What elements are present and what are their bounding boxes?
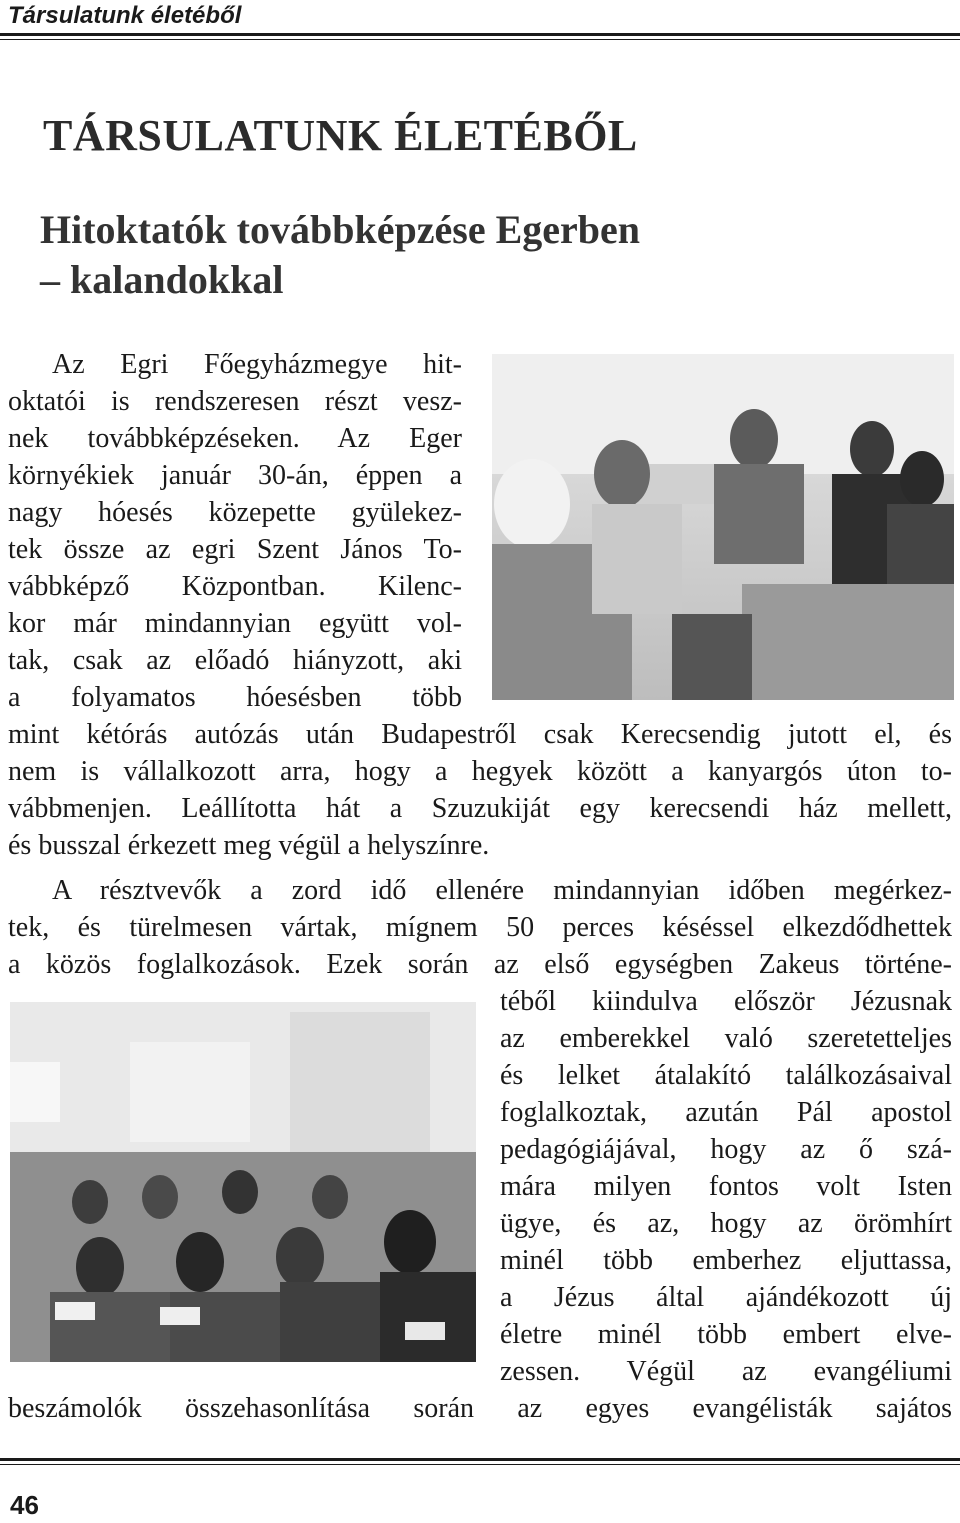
photo-small-group	[492, 354, 954, 700]
text-line: vábbképző Központban. Kilenc-	[8, 571, 462, 602]
text-line: vábbmenjen. Leállította hát a Szuzukiját egy kerecsendi ház mellett,	[8, 793, 952, 824]
text-line: mára milyen fontos volt Isten	[500, 1171, 952, 1202]
article-subtitle	[40, 205, 640, 305]
paragraph-2-final	[8, 1390, 952, 1427]
text-line: ügye, és az, hogy az örömhírt	[500, 1208, 952, 1239]
text-line: beszámolók összehasonlítása során az egyes evangélisták sajátos	[8, 1393, 952, 1424]
text-line: tek össze az egri Szent János To-	[8, 534, 462, 565]
text-line: tak, csak az előadó hiányzott, aki	[8, 645, 462, 676]
text-line: a folyamatos hóesésben több	[8, 682, 462, 713]
photo-classroom-image	[10, 1002, 476, 1362]
paragraph-2-full	[8, 872, 952, 983]
text-line: pedagógiájával, hogy az ő szá-	[500, 1134, 952, 1165]
photo-classroom	[10, 1002, 476, 1362]
text-line: foglalkoztak, azután Pál apostol	[500, 1097, 952, 1128]
text-line: A résztvevők a zord idő ellenére mindannyian időben megérkez-	[52, 875, 952, 906]
text-line: és lelket átalakító találkozásaival	[500, 1060, 952, 1091]
text-line: az emberekkel való szeretetteljes	[500, 1023, 952, 1054]
text-line: nagy hóesés közepette gyülekez-	[8, 497, 462, 528]
footer-rule-thick	[0, 1458, 960, 1461]
text-line: zessen. Végül az evangéliumi	[500, 1356, 952, 1387]
paragraph-1-wrap	[8, 346, 462, 716]
subtitle-line-1: Hitoktatók továbbképzése Egerben	[40, 207, 640, 252]
text-line: téből kiindulva először Jézusnak	[500, 986, 952, 1017]
page-number: 46	[10, 1490, 39, 1520]
text-line: a közös foglalkozások. Ezek során az első egységben Zakeus történe-	[8, 949, 952, 980]
text-line: tek, és türelmesen vártak, mígnem 50 perces késéssel elkezdődhettek	[8, 912, 952, 943]
paragraph-1-full	[8, 716, 952, 864]
text-line: és busszal érkezett meg végül a helyszínre.	[8, 830, 490, 861]
section-title: TÁRSULATUNK ÉLETÉBŐL	[43, 111, 638, 160]
running-header-title: Társulatunk életéből	[8, 2, 242, 29]
text-line: a Jézus által ajándékozott új	[500, 1282, 952, 1313]
text-line: Az Egri Főegyházmegye hit-	[52, 349, 462, 380]
text-line: mint kétórás autózás után Budapestről csak Kerecsendig jutott el, és	[8, 719, 952, 750]
text-line: oktatói is rendszeresen részt vesz-	[8, 386, 462, 417]
text-line: minél több emberhez eljuttassa,	[500, 1245, 952, 1276]
text-line: nek továbbképzéseken. Az Eger	[8, 423, 462, 454]
subtitle-line-2: – kalandokkal	[40, 257, 284, 302]
header-rule-thin	[0, 39, 960, 40]
text-line: kor már mindannyian együtt vol-	[8, 608, 462, 639]
footer-rule-thin	[0, 1464, 960, 1465]
header-rule-thick	[0, 33, 960, 36]
paragraph-2-wrap	[500, 983, 952, 1390]
text-line: életre minél több embert elve-	[500, 1319, 952, 1350]
text-line: nem is vállalkozott arra, hogy a hegyek között a kanyargós úton to-	[8, 756, 952, 787]
photo-small-group-image	[492, 354, 954, 700]
text-line: környékiek január 30-án, éppen a	[8, 460, 462, 491]
